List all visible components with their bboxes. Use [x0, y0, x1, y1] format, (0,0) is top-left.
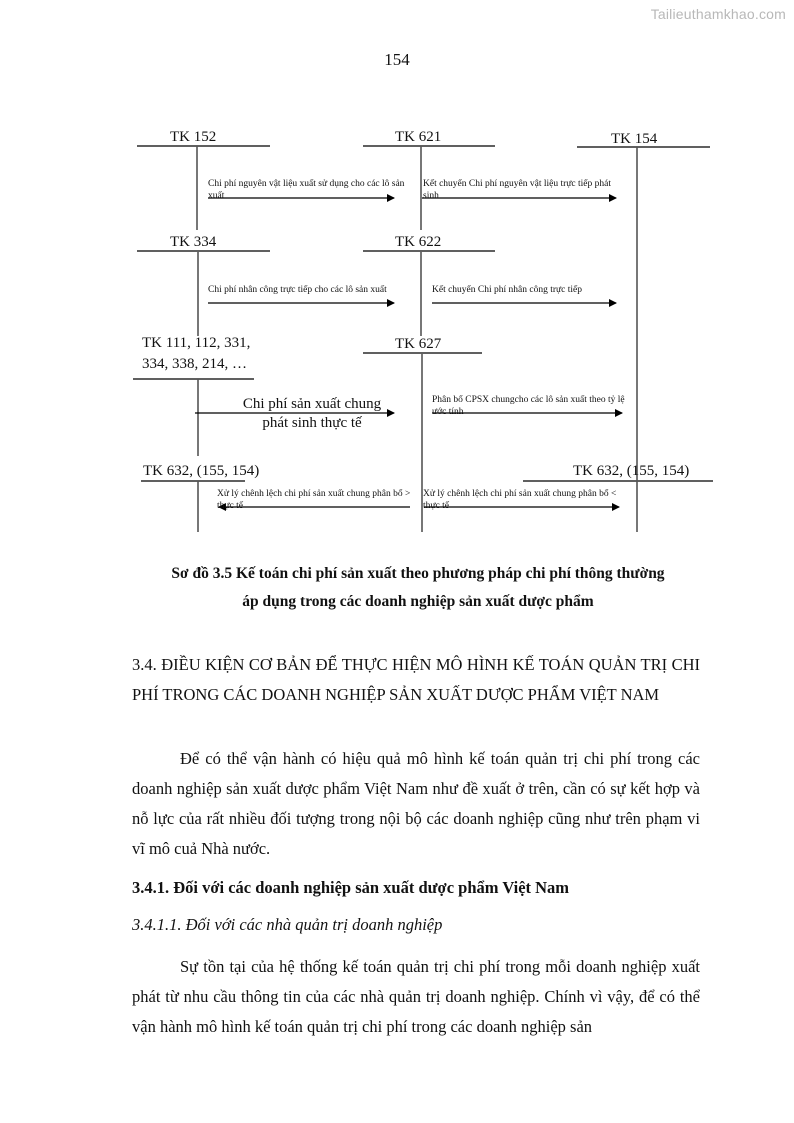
account-tk111-line2: 334, 338, 214, … — [142, 356, 247, 372]
flow-transfer-material: Kết chuyển Chi phí nguyên vật liệu trực tiếp phát sinh — [423, 179, 611, 201]
account-tk622: TK 622 — [395, 234, 442, 250]
subsubheading: 3.4.1.1. Đối với các nhà quản trị doanh nghiệp — [132, 915, 443, 934]
flow-labor-cost: Chi phí nhân công trực tiếp cho các lô sản xuất — [208, 285, 387, 295]
flow-overhead-line2: phát sinh thực tế — [262, 415, 362, 431]
paragraph-1: Để có thể vận hành có hiệu quả mô hình kế toán quản trị chi phí trong các doanh nghiệp sản xuất dược phẩm Việt Nam như đề xuất ở trên, cần có sự kết hợp và nỗ lực của rất nhiều đối tượng trong nội bộ các doanh nghiệp cũng như trên phạm vi vĩ mô cuả Nhà nước. — [132, 749, 700, 858]
section-heading: 3.4. ĐIỀU KIỆN CƠ BẢN ĐỂ THỰC HIỆN MÔ HÌNH KẾ TOÁN QUẢN TRỊ CHI PHÍ TRONG CÁC DOANH NGHIỆP SẢN XUẤT DƯỢC PHẨM VIỆT NAM — [132, 655, 700, 704]
caption-line1: Sơ đồ 3.5 Kế toán chi phí sản xuất theo phương pháp chi phí thông thường — [171, 565, 665, 582]
account-tk154: TK 154 — [611, 131, 658, 147]
flow-transfer-labor: Kết chuyển Chi phí nhân công trực tiếp — [432, 285, 582, 295]
paragraph-2: Sự tồn tại của hệ thống kế toán quản trị chi phí trong mỗi doanh nghiệp xuất phát từ nhu cầu thông tin của các nhà quản trị doanh nghiệp. Chính vì vậy, để có thể vận hành mô hình kế toán quản trị chi phí trong các doanh nghiệp sản — [132, 957, 700, 1036]
flow-variance-over: Xử lý chênh lệch chi phí sản xuất chung phân bổ > thực tế — [217, 489, 411, 511]
subheading: 3.4.1. Đối với các doanh nghiệp sản xuất dược phẩm Việt Nam — [132, 878, 570, 897]
accounting-diagram — [0, 0, 794, 545]
figure-caption — [100, 560, 736, 616]
flow-material-cost: Chi phí nguyên vật liệu xuất sử dụng cho các lô sản xuất — [208, 179, 405, 201]
account-tk111-line1: TK 111, 112, 331, — [142, 335, 251, 351]
flow-overhead-allocation: Phân bổ CPSX chungcho các lô sản xuất theo tỷ lệ ước tính — [432, 395, 625, 417]
account-tk621: TK 621 — [395, 129, 442, 145]
flow-overhead-line1: Chi phí sản xuất chung — [242, 396, 382, 412]
account-tk632-left: TK 632, (155, 154) — [143, 463, 260, 479]
watermark: Tailieuthamkhao.com — [650, 6, 786, 22]
flow-overhead-actual — [222, 395, 402, 433]
flow-variance-under: Xử lý chênh lệch chi phí sản xuất chung phân bổ < thực tế — [423, 489, 617, 511]
account-tk334: TK 334 — [170, 234, 217, 250]
page-number: 154 — [384, 50, 410, 69]
account-tk632-right: TK 632, (155, 154) — [573, 463, 690, 479]
account-tk152: TK 152 — [170, 129, 217, 145]
caption-line2: áp dụng trong các doanh nghiệp sản xuất dược phẩm — [242, 593, 594, 610]
account-tk627: TK 627 — [395, 336, 442, 352]
